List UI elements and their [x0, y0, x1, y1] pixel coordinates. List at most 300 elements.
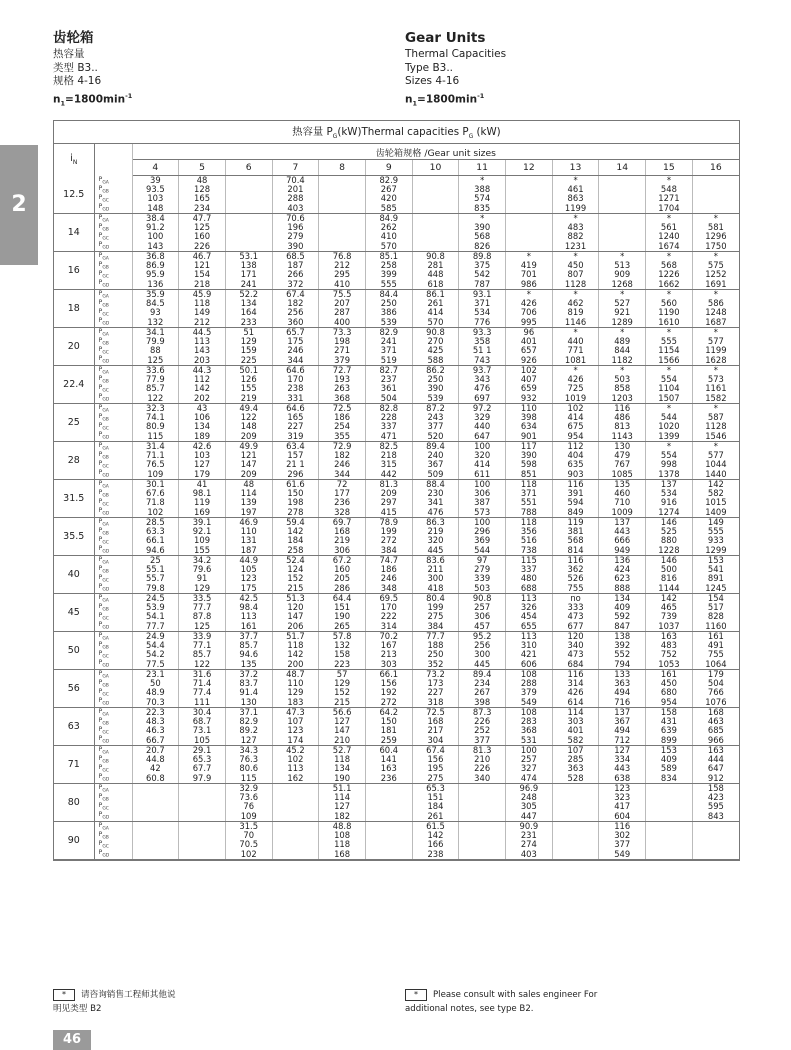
value-cell — [365, 849, 412, 859]
in-subscript: N — [72, 159, 78, 167]
footnote-en — [405, 988, 597, 1016]
value-cell: 108 — [319, 831, 366, 840]
value-cell: 72.9 — [319, 441, 366, 451]
size-col-header: 11 — [459, 160, 506, 176]
value-cell: 392 — [599, 641, 646, 650]
value-cell: 236 — [365, 773, 412, 783]
value-cell: 69.5 — [365, 593, 412, 603]
value-cell: 89.4 — [412, 441, 459, 451]
value-cell: 425 — [412, 346, 459, 355]
p-label — [94, 241, 132, 251]
value-cell: * — [692, 441, 739, 451]
value-cell — [646, 821, 693, 831]
value-cell: 1750 — [692, 241, 739, 251]
value-cell: 134 — [225, 299, 272, 308]
header-subtitle-en: Thermal Capacities — [405, 48, 507, 60]
value-cell: 67.7 — [179, 764, 226, 773]
value-cell: 125 — [179, 223, 226, 232]
p-letter: P — [98, 450, 103, 458]
value-cell: 549 — [506, 697, 553, 707]
value-cell: 100 — [459, 517, 506, 527]
value-cell: 30.1 — [132, 479, 179, 489]
p-label — [94, 431, 132, 441]
value-cell: 85.7 — [132, 384, 179, 393]
value-cell: 147 — [225, 460, 272, 469]
value-cell: 65.3 — [412, 783, 459, 793]
value-cell: 986 — [506, 279, 553, 289]
value-cell: 555 — [646, 337, 693, 346]
value-cell: * — [646, 441, 693, 451]
value-cell: 177 — [319, 489, 366, 498]
p-letter: P — [98, 545, 103, 553]
value-cell: 82.9 — [365, 327, 412, 337]
p-subscript: GA — [102, 749, 109, 755]
value-cell: 582 — [692, 489, 739, 498]
value-cell — [459, 811, 506, 821]
value-cell — [692, 849, 739, 859]
p-subscript: GC — [102, 578, 109, 584]
value-cell: 48 — [179, 176, 226, 185]
size-header: 齿轮箱规格 /Gear unit sizes — [375, 147, 496, 159]
value-cell: no — [552, 593, 599, 603]
p-subscript: GD — [102, 853, 110, 859]
value-cell: 57 — [319, 669, 366, 679]
p-subscript: GA — [102, 711, 109, 717]
value-cell: 42.6 — [179, 441, 226, 451]
value-cell: 912 — [692, 773, 739, 783]
table-row — [54, 849, 739, 859]
value-cell: 187 — [225, 545, 272, 555]
table-row — [54, 574, 739, 583]
value-cell: 122 — [179, 659, 226, 669]
value-cell — [365, 811, 412, 821]
value-cell: 685 — [692, 726, 739, 735]
value-cell: * — [692, 251, 739, 261]
p-subscript: GA — [102, 445, 109, 451]
value-cell: 787 — [459, 279, 506, 289]
p-label — [94, 317, 132, 327]
value-cell: 63.4 — [272, 441, 319, 451]
value-cell: 611 — [459, 469, 506, 479]
value-cell: 337 — [506, 565, 553, 574]
value-cell — [692, 176, 739, 185]
ratio-cell: 80 — [54, 783, 94, 821]
p-subscript: GD — [102, 397, 110, 403]
value-cell: 684 — [552, 659, 599, 669]
value-cell: 238 — [272, 384, 319, 393]
value-cell: 344 — [272, 355, 319, 365]
p-letter: P — [98, 498, 103, 506]
value-cell: 274 — [506, 840, 553, 849]
value-cell: 200 — [272, 659, 319, 669]
value-cell: 55.7 — [132, 574, 179, 583]
value-cell: 108 — [506, 707, 553, 717]
value-cell — [319, 232, 366, 241]
value-cell: 74.7 — [365, 555, 412, 565]
p-letter: P — [98, 308, 103, 316]
p-label — [94, 555, 132, 565]
value-cell: 440 — [552, 337, 599, 346]
value-cell: 67.6 — [132, 489, 179, 498]
value-cell: 234 — [459, 679, 506, 688]
value-cell — [412, 223, 459, 232]
footnote-cn — [53, 988, 176, 1016]
value-cell: 132 — [132, 317, 179, 327]
value-cell: 743 — [459, 355, 506, 365]
value-cell — [599, 232, 646, 241]
p-letter: P — [98, 697, 103, 705]
p-header-blank — [94, 144, 132, 176]
value-cell: 48.7 — [272, 669, 319, 679]
p-label — [94, 422, 132, 431]
value-cell: * — [552, 213, 599, 223]
value-cell: 126 — [225, 375, 272, 384]
value-cell: 503 — [599, 375, 646, 384]
value-cell: 680 — [646, 688, 693, 697]
value-cell: 54.2 — [132, 650, 179, 659]
table-row — [54, 726, 739, 735]
value-cell — [599, 194, 646, 203]
value-cell: 1289 — [599, 317, 646, 327]
value-cell: 281 — [412, 261, 459, 270]
value-cell: 168 — [412, 717, 459, 726]
p-label — [94, 308, 132, 317]
value-cell: 91 — [179, 574, 226, 583]
value-cell: 379 — [319, 355, 366, 365]
value-cell: 388 — [459, 185, 506, 194]
size-col-header: 16 — [692, 160, 739, 176]
ratio-cell: 45 — [54, 593, 94, 631]
value-cell: 348 — [365, 583, 412, 593]
value-cell: 196 — [272, 223, 319, 232]
value-cell — [552, 821, 599, 831]
value-cell: 647 — [692, 764, 739, 773]
p-label — [94, 251, 132, 261]
value-cell: 491 — [692, 641, 739, 650]
value-cell: 447 — [506, 811, 553, 821]
value-cell: 819 — [552, 308, 599, 317]
p-subscript: GB — [102, 303, 109, 309]
value-cell: 400 — [319, 317, 366, 327]
p-label — [94, 327, 132, 337]
value-cell: 138 — [599, 631, 646, 641]
value-cell: 233 — [225, 317, 272, 327]
value-cell — [319, 176, 366, 185]
value-cell: * — [646, 289, 693, 299]
value-cell: 86.2 — [412, 365, 459, 375]
ratio-cell: 90 — [54, 821, 94, 859]
value-cell: 344 — [319, 469, 366, 479]
p-label — [94, 403, 132, 413]
p-letter: P — [98, 384, 103, 392]
p-letter: P — [98, 517, 103, 525]
value-cell: 94.6 — [225, 650, 272, 659]
value-cell: 163 — [692, 745, 739, 755]
value-cell: 197 — [225, 507, 272, 517]
value-cell: 70.5 — [225, 840, 272, 849]
value-cell — [179, 783, 226, 793]
value-cell: 181 — [365, 726, 412, 735]
value-cell: 72.7 — [319, 365, 366, 375]
table-row — [54, 431, 739, 441]
p-label — [94, 337, 132, 346]
value-cell: 403 — [506, 849, 553, 859]
value-cell — [646, 793, 693, 802]
value-cell: 257 — [506, 755, 553, 764]
table-row — [54, 460, 739, 469]
table-row — [54, 308, 739, 317]
value-cell: 320 — [459, 451, 506, 460]
value-cell: 218 — [365, 451, 412, 460]
value-cell: 150 — [365, 717, 412, 726]
value-cell: 776 — [459, 317, 506, 327]
value-cell: 450 — [552, 261, 599, 270]
header-sizes-en: Sizes 4-16 — [405, 75, 460, 87]
value-cell: 377 — [599, 840, 646, 849]
value-cell: 954 — [646, 697, 693, 707]
value-cell: 187 — [272, 261, 319, 270]
value-cell: 542 — [459, 270, 506, 279]
value-cell: * — [459, 176, 506, 185]
value-cell: 716 — [599, 697, 646, 707]
value-cell: 137 — [599, 707, 646, 717]
value-cell: 87.3 — [459, 707, 506, 717]
table-row — [54, 764, 739, 773]
value-cell — [552, 802, 599, 811]
value-cell: 66.7 — [132, 735, 179, 745]
value-cell — [179, 840, 226, 849]
p-letter: P — [98, 754, 103, 762]
value-cell — [506, 213, 553, 223]
p-subscript: GA — [102, 293, 109, 299]
p-label — [94, 717, 132, 726]
value-cell: 103 — [179, 451, 226, 460]
value-cell: 61.6 — [272, 479, 319, 489]
value-cell: 61.5 — [412, 821, 459, 831]
value-cell: 121 — [225, 451, 272, 460]
value-cell: 107 — [272, 717, 319, 726]
ratio-cell: 16 — [54, 251, 94, 289]
value-cell: 409 — [646, 755, 693, 764]
value-cell — [599, 241, 646, 251]
value-cell: 154 — [179, 270, 226, 279]
value-cell: 77.7 — [179, 603, 226, 612]
value-cell: 504 — [365, 393, 412, 403]
value-cell: 127 — [225, 735, 272, 745]
value-cell: * — [646, 403, 693, 413]
value-cell: 555 — [365, 279, 412, 289]
value-cell: 44.5 — [179, 327, 226, 337]
value-cell: 882 — [552, 232, 599, 241]
ratio-cell: 22.4 — [54, 365, 94, 403]
value-cell: 118 — [272, 641, 319, 650]
header-speed-cn: $n_1=1800\min^{-1}$ — [53, 91, 133, 108]
value-cell — [412, 213, 459, 223]
p-letter: P — [98, 678, 103, 686]
value-cell: 203 — [179, 355, 226, 365]
value-cell: 534 — [646, 489, 693, 498]
p-letter: P — [98, 213, 103, 221]
value-cell: 52.2 — [225, 289, 272, 299]
p-label — [94, 641, 132, 650]
value-cell: 85.1 — [365, 251, 412, 261]
value-cell: 474 — [506, 773, 553, 783]
table-row — [54, 393, 739, 403]
value-cell: 100 — [459, 479, 506, 489]
value-cell: 1228 — [646, 545, 693, 555]
p-subscript: GC — [102, 312, 109, 318]
value-cell: 65.7 — [272, 327, 319, 337]
p-subscript: GD — [102, 549, 110, 555]
p-label — [94, 469, 132, 479]
value-cell — [132, 783, 179, 793]
p-subscript: GA — [102, 787, 109, 793]
size-col-header: 4 — [132, 160, 179, 176]
value-cell: 594 — [552, 498, 599, 507]
value-cell: 677 — [552, 621, 599, 631]
value-cell: 766 — [692, 688, 739, 697]
p-letter: P — [98, 593, 103, 601]
value-cell: 64.4 — [319, 593, 366, 603]
value-cell: 581 — [692, 223, 739, 232]
value-cell — [132, 793, 179, 802]
value-cell: 494 — [599, 726, 646, 735]
value-cell: 465 — [646, 603, 693, 612]
value-cell: 163 — [646, 631, 693, 641]
star-box: * — [53, 989, 75, 1001]
value-cell — [552, 831, 599, 840]
value-cell: 118 — [506, 479, 553, 489]
value-cell — [132, 849, 179, 859]
value-cell: 592 — [599, 612, 646, 621]
value-cell: 225 — [225, 355, 272, 365]
p-letter: P — [98, 441, 103, 449]
footnote-cn-line2: 明见类型 B2 — [53, 1004, 102, 1014]
value-cell — [646, 802, 693, 811]
value-cell: 158 — [646, 707, 693, 717]
value-cell: 134 — [319, 764, 366, 773]
table-row — [54, 270, 739, 279]
value-cell: 73.6 — [225, 793, 272, 802]
value-cell — [646, 783, 693, 793]
p-label — [94, 755, 132, 764]
p-label — [94, 583, 132, 593]
value-cell: 90.8 — [459, 593, 506, 603]
value-cell: 113 — [272, 764, 319, 773]
value-cell: 320 — [412, 536, 459, 545]
value-cell: 114 — [319, 793, 366, 802]
value-cell — [692, 831, 739, 840]
p-letter: P — [98, 336, 103, 344]
value-cell: 372 — [272, 279, 319, 289]
ratio-cell: 71 — [54, 745, 94, 783]
value-cell: 179 — [179, 469, 226, 479]
p-subscript: GD — [102, 777, 110, 783]
value-cell: 241 — [225, 279, 272, 289]
value-cell: 198 — [272, 498, 319, 507]
p-label — [94, 232, 132, 241]
value-cell: 461 — [552, 185, 599, 194]
value-cell: 752 — [646, 650, 693, 659]
value-cell: 137 — [646, 479, 693, 489]
value-cell: 954 — [552, 431, 599, 441]
p-letter: P — [98, 469, 103, 477]
value-cell — [319, 213, 366, 223]
value-cell: 286 — [319, 583, 366, 593]
value-cell: 263 — [319, 384, 366, 393]
value-cell: 949 — [599, 545, 646, 555]
value-cell: 157 — [272, 451, 319, 460]
value-cell: 835 — [459, 203, 506, 213]
p-label — [94, 726, 132, 735]
value-cell: 295 — [319, 270, 366, 279]
value-cell: 142 — [692, 479, 739, 489]
value-cell: 420 — [365, 194, 412, 203]
p-letter: P — [98, 688, 103, 696]
value-cell: 51.1 — [319, 783, 366, 793]
value-cell: 262 — [365, 223, 412, 232]
value-cell: 275 — [412, 773, 459, 783]
value-cell: 47.3 — [272, 707, 319, 717]
value-cell: 21 1 — [272, 460, 319, 469]
value-cell: 82.7 — [365, 365, 412, 375]
value-cell: 517 — [692, 603, 739, 612]
p-letter: P — [98, 536, 103, 544]
value-cell: 188 — [412, 641, 459, 650]
value-cell: 701 — [506, 270, 553, 279]
value-cell: 114 — [552, 707, 599, 717]
value-cell: 44.9 — [225, 555, 272, 565]
value-cell: 1020 — [646, 422, 693, 431]
value-cell — [552, 783, 599, 793]
value-cell: 70 — [225, 831, 272, 840]
value-cell — [272, 849, 319, 859]
value-cell: 1296 — [692, 232, 739, 241]
value-cell: 68.7 — [179, 717, 226, 726]
p-letter: P — [98, 640, 103, 648]
value-cell: 209 — [365, 489, 412, 498]
value-cell — [319, 241, 366, 251]
in-label: i — [70, 153, 73, 165]
ratio-cell: 40 — [54, 555, 94, 593]
value-cell: 142 — [412, 831, 459, 840]
value-cell — [459, 802, 506, 811]
value-cell: 261 — [412, 811, 459, 821]
value-cell: 54.1 — [132, 612, 179, 621]
value-cell: 132 — [319, 641, 366, 650]
value-cell: 199 — [365, 527, 412, 536]
value-cell: 155 — [179, 545, 226, 555]
value-cell: 115 — [132, 431, 179, 441]
value-cell: 1015 — [692, 498, 739, 507]
header-speed-en: $n_1=1800\min^{-1}$ — [405, 91, 485, 108]
header-type-en: Type B3.. — [405, 61, 454, 74]
value-cell: 568 — [646, 261, 693, 270]
value-cell: 49.4 — [225, 403, 272, 413]
value-cell — [225, 194, 272, 203]
value-cell: 127 — [319, 717, 366, 726]
table-row — [54, 355, 739, 365]
value-cell — [412, 241, 459, 251]
value-cell: 1662 — [646, 279, 693, 289]
value-cell: 494 — [599, 688, 646, 697]
value-cell — [599, 223, 646, 232]
value-cell: * — [646, 327, 693, 337]
value-cell — [132, 802, 179, 811]
value-cell: 248 — [506, 793, 553, 802]
value-cell: 858 — [599, 384, 646, 393]
value-cell: 252 — [459, 726, 506, 735]
